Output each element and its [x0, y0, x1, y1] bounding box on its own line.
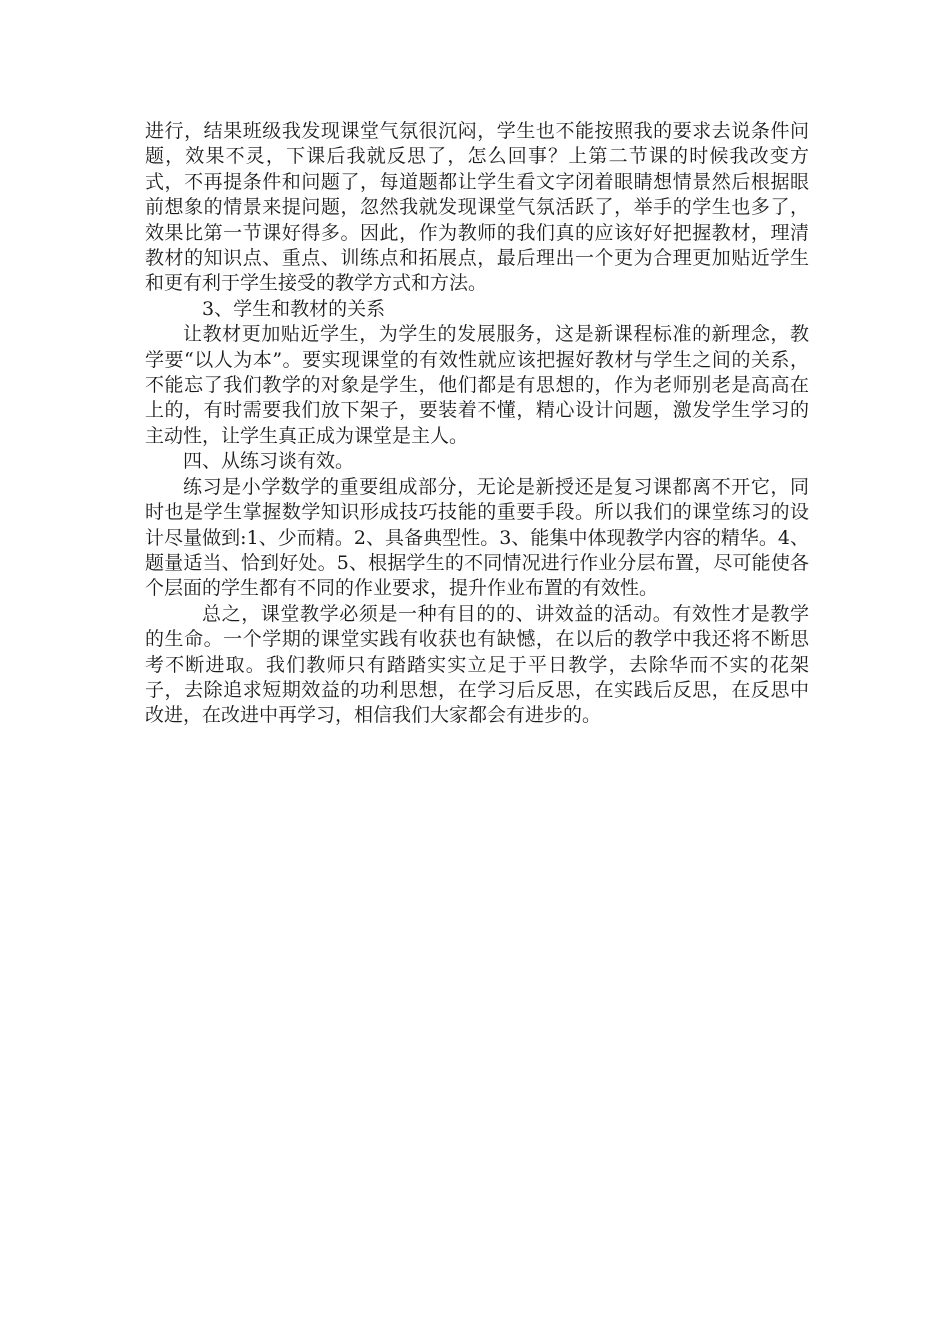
paragraph-conclusion: 总之，课堂教学必须是一种有目的的、讲效益的活动。有效性才是教学的生命。一个学期的课堂实践有收获也有缺憾，在以后的教学中我还将不断思考不断进取。我们教师只有踏踏实实立足于平日教学，去除华而不实的花架子，去除追求短期效益的功利思想，在学习后反思，在实践后反思，在反思中改进，在改进中再学习，相信我们大家都会有进步的。	[145, 602, 809, 727]
document-body	[145, 119, 809, 729]
heading-practice: 四、从练习谈有效。	[183, 450, 355, 473]
paragraph-practice: 练习是小学数学的重要组成部分，无论是新授还是复习课都离不开它，同时也是学生掌握数学知识形成技巧技能的重要手段。所以我们的课堂练习的设计尽量做到:1、少而精。2、具备典型性。3、能集中体现教学内容的精华。4、题量适当、恰到好处。5、根据学生的不同情况进行作业分层布置，尽可能使各个层面的学生都有不同的作业要求，提升作业布置的有效性。	[145, 475, 809, 600]
subheading-student-textbook: 3、学生和教材的关系	[202, 297, 386, 320]
paragraph-continuation: 进行，结果班级我发现课堂气氛很沉闷，学生也不能按照我的要求去说条件问题，效果不灵，下课后我就反思了，怎么回事？上第二节课的时候我改变方式，不再提条件和问题了，每道题都让学生看文字闭着眼睛想情景然后根据眼前想象的情景来提问题，忽然我就发现课堂气氛活跃了，举手的学生也多了，效果比第一节课好得多。因此，作为教师的我们真的应该好好把握教材，理清教材的知识点、重点、训练点和拓展点，最后理出一个更为合理更加贴近学生和更有利于学生接受的教学方式和方法。	[145, 120, 809, 295]
paragraph-student-textbook: 让教材更加贴近学生，为学生的发展服务，这是新课程标准的新理念，教学要“以人为本”。要实现课堂的有效性就应该把握好教材与学生之间的关系，不能忘了我们教学的对象是学生，他们都是有思想的，作为老师别老是高高在上的，有时需要我们放下架子，要装着不懂，精心设计问题，激发学生学习的主动性，让学生真正成为课堂是主人。	[145, 323, 809, 447]
